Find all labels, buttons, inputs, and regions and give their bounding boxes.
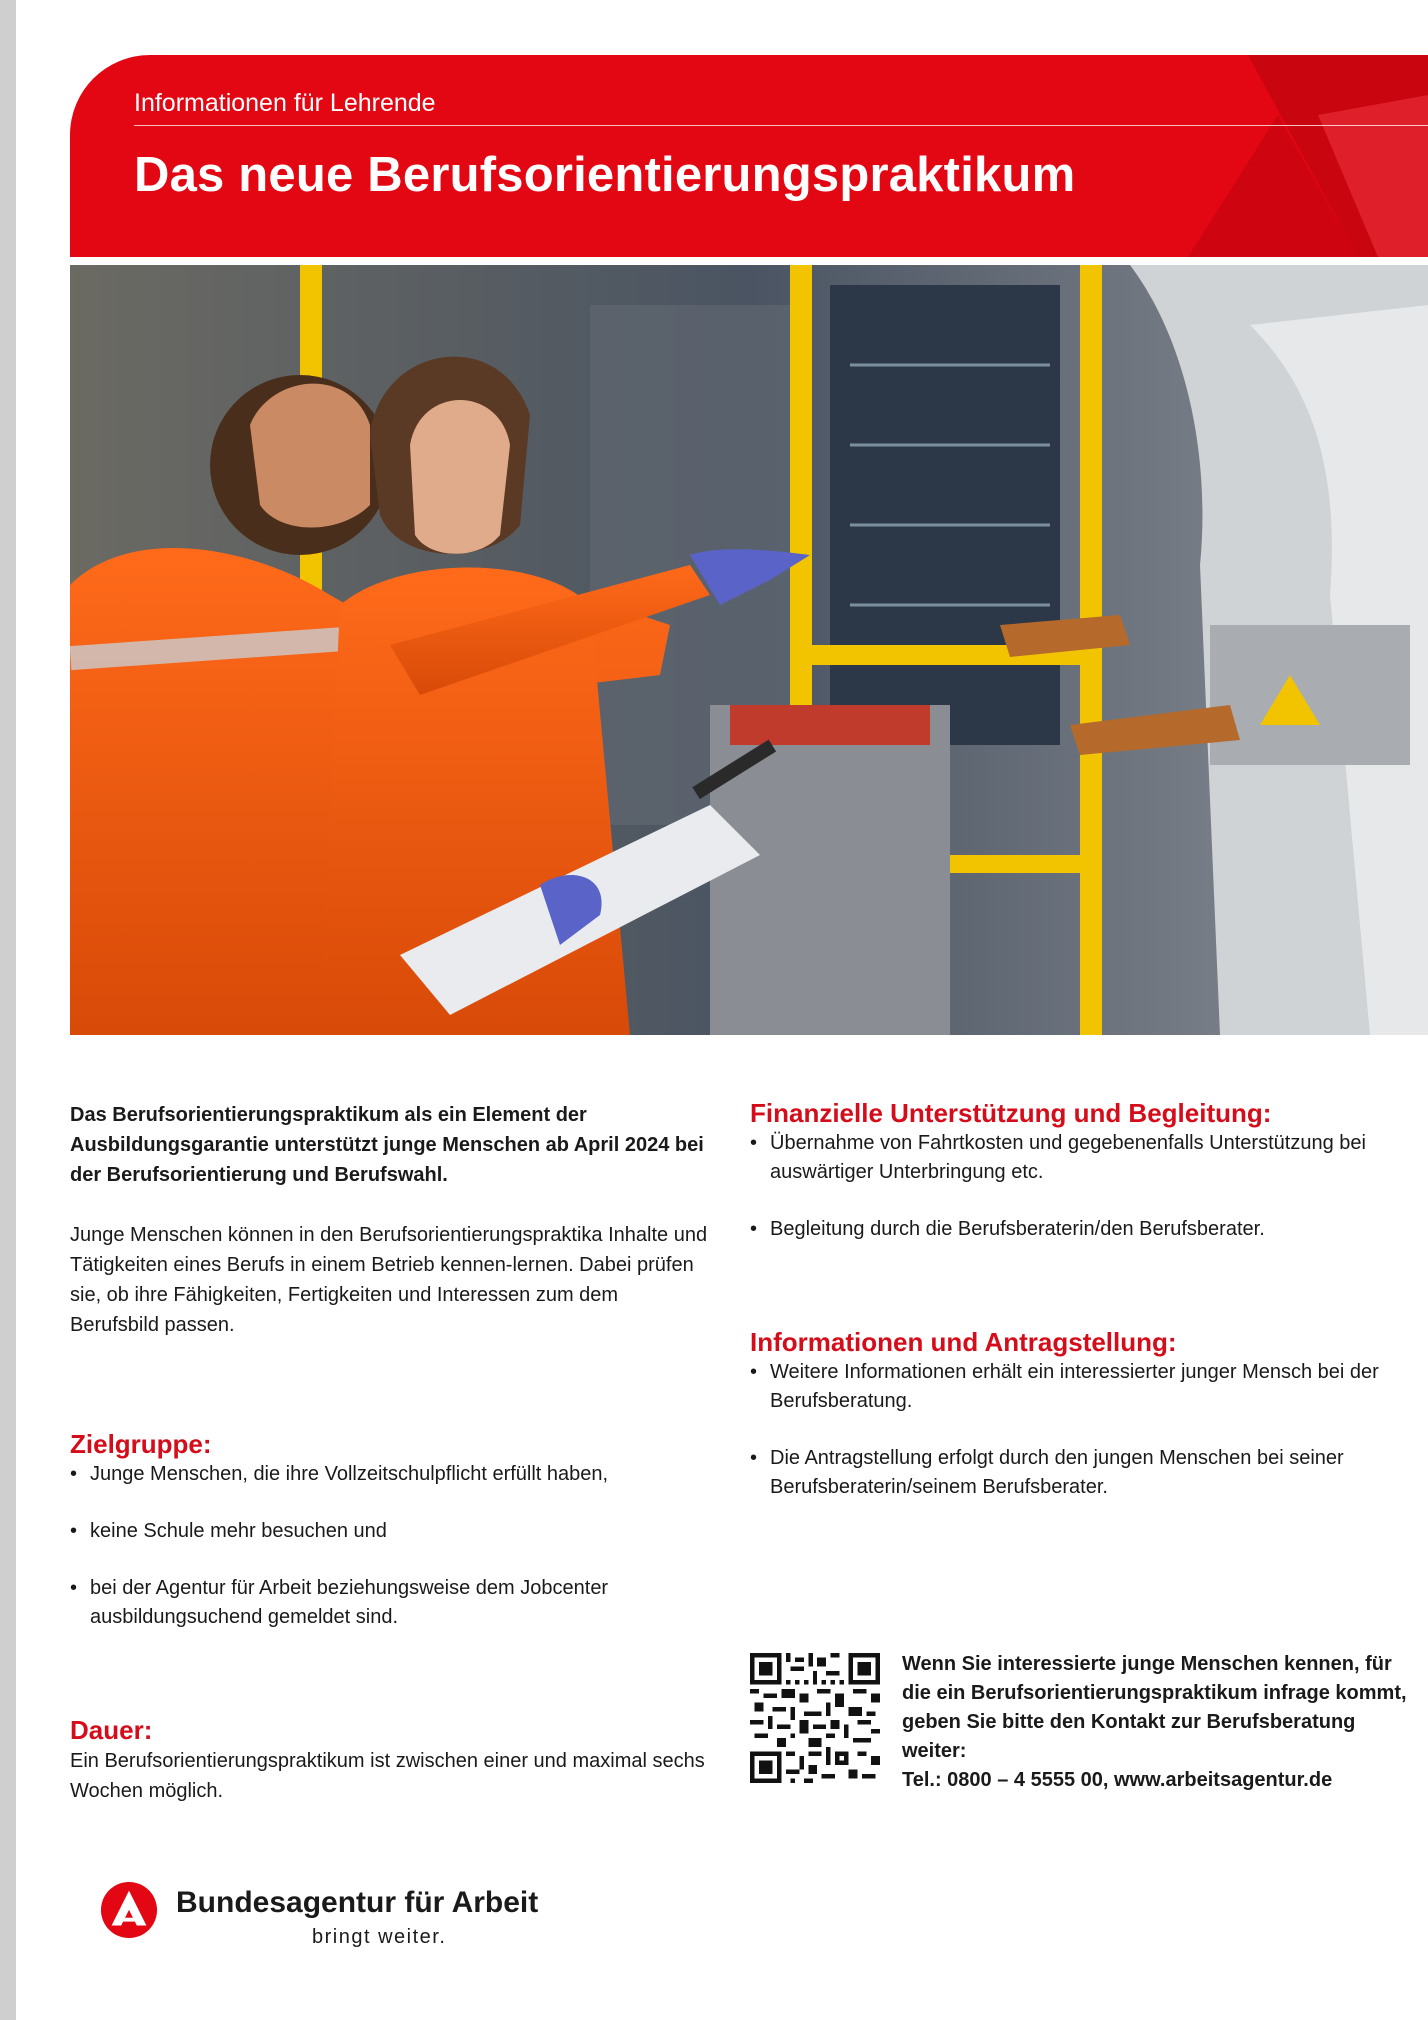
contact-message: Wenn Sie interessierte junge Menschen kennen, für die ein Berufsorientierungspraktikum infrage kommt, geben Sie bitte den Kontakt zur Berufsberatung weiter:: [902, 1653, 1407, 1762]
hero-photo: [70, 265, 1428, 1035]
left-column: [70, 1100, 710, 1806]
informationen-list: [750, 1358, 1400, 1502]
header-facet-decoration: [1128, 55, 1428, 257]
list-item: • Übernahme von Fahrtkosten und gegebenenfalls Unterstützung bei auswärtiger Unterbringung etc.: [750, 1129, 1400, 1187]
informationen-heading: Informationen und Antragstellung:: [750, 1327, 1177, 1357]
dauer-heading: Dauer:: [70, 1715, 153, 1745]
zielgruppe-list: [70, 1460, 710, 1632]
page-title: Das neue Berufsorientierungspraktikum: [134, 148, 1076, 202]
contact-text-block: [902, 1650, 1412, 1795]
header-kicker: Informationen für Lehrende: [134, 89, 436, 117]
logo-name: Bundesagentur für Arbeit: [176, 1886, 539, 1919]
zielgruppe-section: [70, 1428, 710, 1632]
finanzielle-section: [750, 1097, 1400, 1244]
header-band: [70, 55, 1428, 257]
dauer-text: Ein Berufsorientierungspraktikum ist zwischen einer und maximal sechs Wochen möglich.: [70, 1750, 705, 1802]
logo-tagline: bringt weiter.: [312, 1926, 447, 1948]
finanzielle-heading: Finanzielle Unterstützung und Begleitung:: [750, 1098, 1272, 1128]
photo-illustration: [70, 265, 1428, 1035]
zielgruppe-heading: Zielgruppe:: [70, 1429, 212, 1459]
header-divider: [134, 125, 1428, 126]
informationen-section: [750, 1326, 1400, 1502]
list-item: • Begleitung durch die Berufsberaterin/den Berufsberater.: [750, 1215, 1400, 1244]
list-item: • Die Antragstellung erfolgt durch den jungen Menschen bei seiner Berufsberaterin/seinem Berufsberater.: [750, 1444, 1400, 1502]
list-item: • Weitere Informationen erhält ein interessierter junger Mensch bei der Berufsberatung.: [750, 1358, 1400, 1416]
intro-body: Junge Menschen können in den Berufsorientierungspraktika Inhalte und Tätigkeiten eines Berufs in einem Betrieb kennen-lernen. Dabei prüfen sie, ob ihre Fähigkeiten, Fertigkeiten und Interessen zum dem Berufsbild passen.: [70, 1224, 708, 1336]
contact-box: [750, 1650, 1410, 1791]
ba-logo-icon: [100, 1881, 158, 1939]
agency-logo: [100, 1878, 560, 1958]
page-edge-strip: [0, 0, 16, 2020]
finanzielle-list: [750, 1129, 1400, 1244]
contact-phone-web[interactable]: Tel.: 0800 – 4 5555 00, www.arbeitsagentur.de: [902, 1769, 1333, 1791]
list-item: • bei der Agentur für Arbeit beziehungsweise dem Jobcenter ausbildungsuchend gemeldet sind.: [70, 1574, 710, 1632]
intro-lead: Das Berufsorientierungspraktikum als ein Element der Ausbildungsgarantie unterstützt junge Menschen ab April 2024 bei der Berufsorientierung und Berufswahl.: [70, 1104, 704, 1186]
right-column: [750, 1097, 1400, 1502]
list-item: • Junge Menschen, die ihre Vollzeitschulpflicht erfüllt haben,: [70, 1460, 710, 1489]
dauer-section: [70, 1714, 710, 1806]
list-item: • keine Schule mehr besuchen und: [70, 1517, 710, 1546]
qr-code-icon[interactable]: [750, 1653, 880, 1783]
